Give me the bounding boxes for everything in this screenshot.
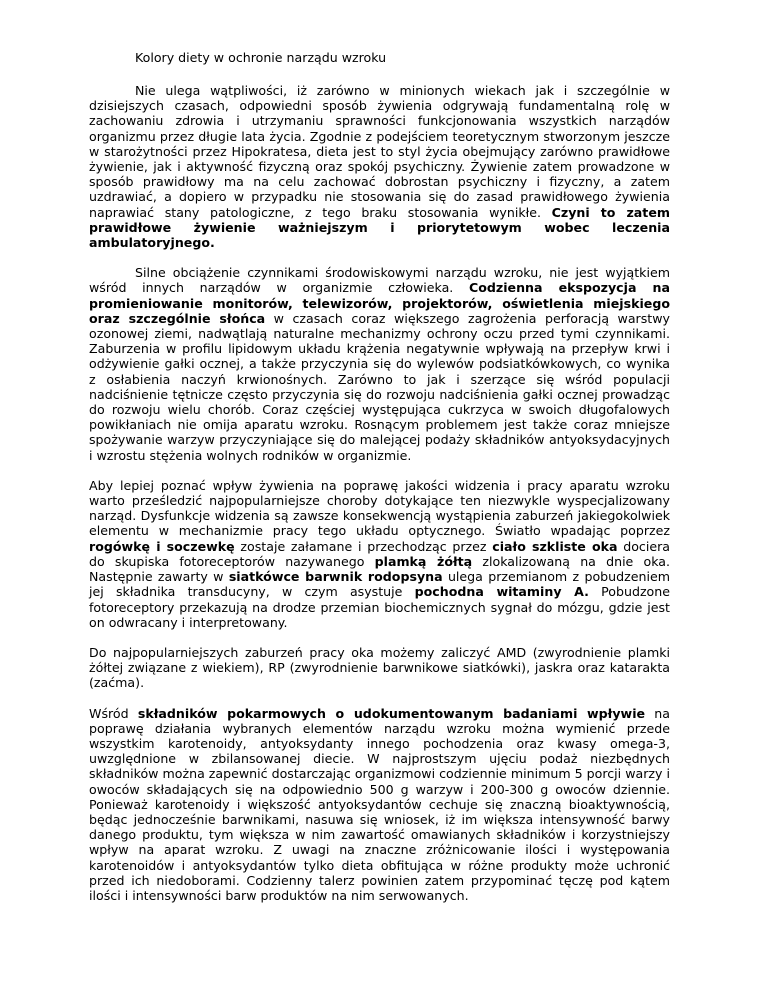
bold-text-run: Codzienna ekspozycja na promieniowanie monitorów, telewizorów, projektorów, oświetlenia miejskiego oraz szczególnie słońca — [89, 280, 670, 326]
bold-text-run: Czyni to zatem prawidłowe żywienie ważniejszym i priorytetowym wobec leczenia ambulatoryjnego. — [89, 204, 670, 251]
paragraph — [89, 478, 670, 630]
bold-text-run: składników pokarmowych o udokumentowanym badaniami wpływie — [137, 705, 646, 721]
bold-text-run: rogówkę i soczewkę — [89, 538, 235, 554]
text-run: Silne obciążenie czynnikami środowiskowymi narządu wzroku, nie jest wyjątkiem wśród innych narządów w organizmie człowieka. — [89, 265, 670, 296]
paragraph — [89, 706, 670, 904]
paragraph — [89, 645, 670, 691]
text-run: na poprawę działania wybranych elementów narządu wzroku można wymienić przede wszystkim karotenoidy, antyoksydanty innego pochodzenia oraz kwasy omega-3, uwzględnione w zbilansowanej diecie. W najprostszym ujęciu podaż niezbędnych składników można zapewnić dostarczając organizmowi codziennie minimum 5 porcji warzy i owoców składających się na odpowiednio 500 g warzyw i 200-300 g owoców dziennie. Ponieważ karotenoidy i większość antyoksydantów cechuje się znaczną bioaktywnością, będąc jednocześnie barwnikami, nasuwa się wniosek, iż im większa intensywność barwy danego produktu, tym większa w nim zawartość omawianych składników i korzystniejszy wpływ na aparat wzroku. Z uwagi na znaczne zróżnicowanie ilości i występowania karotenoidów i antyoksydantów tylko dieta obfitująca w różne produkty może uchronić przed ich niedoborami. Codzienny talerz powinien zatem przypominać tęczę pod kątem ilości i intensywności barw produktów na nim serwowanych. — [89, 705, 670, 903]
bold-text-run: plamką żółtą — [374, 553, 473, 569]
text-run: Nie ulega wątpliwości, iż zarówno w minionych wiekach jak i szczególnie w dzisiejszych czasach, odpowiedni sposób żywienia odgrywają fundamentalną rolę w zachowaniu zdrowia i utrzymaniu sprawności funkcjonowania wszystkich narządów organizmu przez długie lata życia. Zgodnie z podejściem teoretycznym stworzonym jeszcze w starożytności przez Hipokratesa, dieta jest to styl życia obejmujący zarówno prawidłowe żywienie, jak i aktywność fizyczną oraz spokój psychiczny. Żywienie zatem prowadzone w sposób prawidłowy ma na celu zachować dobrostan psychiczny i fizyczny, a zatem uzdrawiać, a dopiero w przypadku nie stosowania się do zasad prawidłowego żywienia naprawiać stany patologiczne, z tego braku stosowania wynikłe. — [89, 83, 670, 220]
document-title: Kolory diety w ochronie narządu wzroku — [135, 50, 387, 65]
text-run: zlokalizowaną na dnie oka. Następnie zawarty w — [89, 553, 670, 585]
bold-text-run: pochodna witaminy A. — [414, 584, 589, 600]
text-run: ulega przemianom z pobudzeniem jej składnika transducyny, w czym asystuje — [89, 569, 670, 600]
paragraph — [89, 265, 670, 463]
text-run: w czasach coraz większego zagrożenia perforacją warstwy ozonowej ziemi, nadwątlają naturalne mechanizmy ochrony oczu przed tymi czynnikami. Zaburzenia w profilu lipidowym układu krążenia negatywnie wpływają na przepływ krwi i odżywienie gałki ocznej, a także przyczynia się do wylewów podsiatkówkowych, co wynika z osłabienia naczyń krwionośnych. Zarówno to jak i szerzące się wśród populacji nadciśnienie tętnicze często przyczynia się do rozwoju nadciśnienia gałki ocznej prowadząc do rozwoju wielu chorób. Coraz częściej występująca cukrzyca w swoich długofalowych powikłaniach nie omija aparatu wzroku. Rosnącym problemem jest także coraz mniejsze spożywanie warzyw przyczyniające się do malejącej podaży składników antyoksydacyjnych i wzrostu stężenia wolnych rodników w organizmie. — [89, 310, 670, 463]
text-run: Do najpopularniejszych zaburzeń pracy oka możemy zaliczyć AMD (zwyrodnienie plamki żółtej związane z wiekiem), RP (zwyrodnienie barwnikowe siatkówki), jaskra oraz katarakta (zaćma). — [89, 644, 670, 691]
bold-text-run: ciało szkliste oka — [492, 538, 618, 554]
text-run: zostaje załamane i przechodząc przez — [234, 538, 493, 554]
paragraph — [89, 83, 670, 250]
document-body — [89, 83, 670, 903]
text-run: Aby lepiej poznać wpływ żywienia na poprawę jakości widzenia i pracy aparatu wzroku warto prześledzić najpopularniejsze choroby dotykające ten niezwykle wyspecjalizowany narząd. Dysfunkcje widzenia są zawsze konsekwencją wystąpienia zaburzeń jakiegokolwiek elementu w mechanizmie pracy tego układu optycznego. Światło wpadając poprzez — [89, 477, 670, 539]
text-run: dociera do skupiska fotoreceptorów nazywanego — [89, 538, 671, 569]
bold-text-run: siatkówce barwnik rodopsyna — [228, 569, 443, 585]
text-run: Wśród — [89, 705, 138, 721]
text-run: Pobudzone fotoreceptory przekazują na drodze przemian biochemicznych sygnał do mózgu, gdzie jest on odwracany i interpretowany. — [89, 584, 670, 630]
